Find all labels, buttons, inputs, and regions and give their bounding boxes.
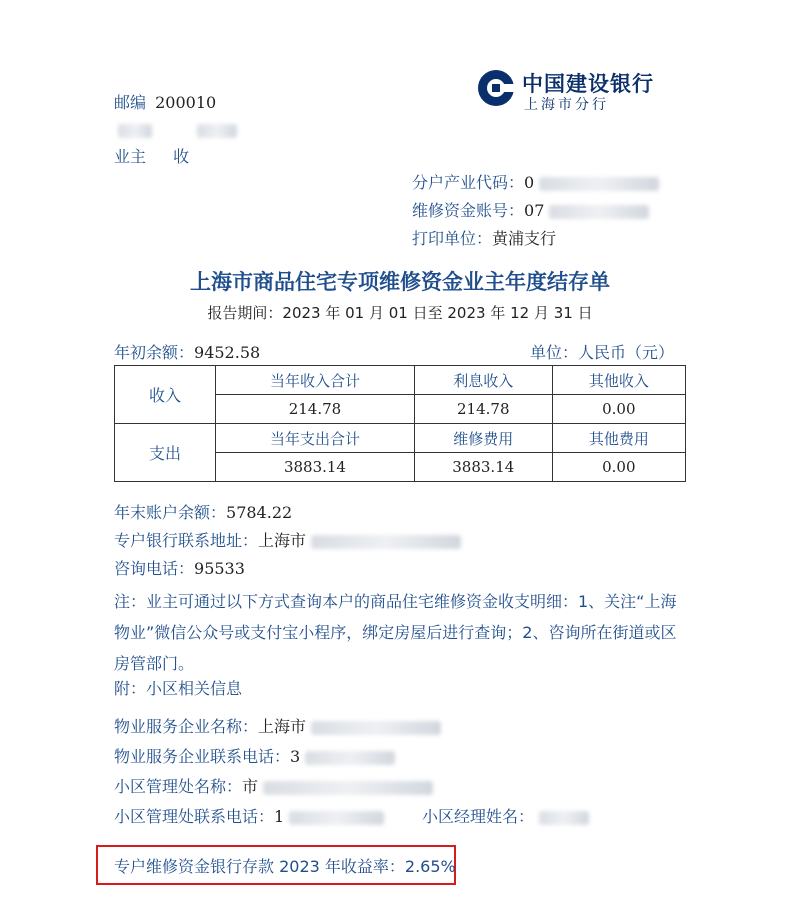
property-code-value: 0 [524, 173, 535, 192]
pm-phone-value: 3 [290, 747, 301, 766]
postcode [114, 90, 216, 113]
expense-label: 支出 [115, 424, 216, 482]
maintenance-account-value: 07 [524, 201, 545, 220]
pm-phone [114, 744, 395, 767]
print-unit [412, 226, 556, 249]
currency-unit: 单位：人民币（元） [530, 343, 675, 362]
expense-other-value: 0.00 [552, 453, 685, 482]
opening-balance-value: 9452.58 [194, 343, 261, 362]
office-name [114, 774, 433, 797]
income-interest-value: 214.78 [414, 395, 552, 424]
bank-address-value: 上海市 [258, 531, 307, 550]
income-header-other: 其他收入 [552, 366, 685, 395]
expense-total-value: 3883.14 [216, 453, 415, 482]
income-header-total: 当年收入合计 [216, 366, 415, 395]
maintenance-account-label: 维修资金账号： [412, 201, 525, 220]
ledger-table [114, 365, 686, 482]
recipient-suffix: 收 [173, 147, 190, 166]
report-period: 报告期间：2023 年 01 月 01 日至 2023 年 12 月 31 日 [207, 304, 593, 322]
ccb-logo-icon [476, 68, 516, 108]
print-unit-value: 黄浦支行 [492, 229, 557, 248]
pm-phone-label: 物业服务企业联系电话： [114, 747, 291, 766]
office-phone-value: 1 [274, 807, 285, 826]
closing-balance-value: 5784.22 [226, 503, 293, 522]
postcode-label: 邮编 [114, 93, 147, 112]
note-paragraph: 注：业主可通过以下方式查询本户的商品住宅维修资金收支明细：1、关注“上海物业”微信公众号或支付宝小程序，绑定房屋后进行查询；2、咨询所在街道或区房管部门。 [114, 592, 677, 673]
yield-rate: 专户维修资金银行存款 2023 年收益率：2.65% [114, 857, 456, 876]
pm-company-value: 上海市 [258, 717, 307, 736]
opening-balance [114, 340, 260, 363]
office-name-label: 小区管理处名称： [114, 777, 243, 796]
hotline-label: 咨询电话： [114, 559, 195, 578]
expense-header-total: 当年支出合计 [216, 424, 415, 453]
expense-maintenance-value: 3883.14 [414, 453, 552, 482]
bank-address-label: 专户银行联系地址： [114, 531, 259, 550]
print-unit-label: 打印单位： [412, 229, 493, 248]
bank-logo [476, 66, 686, 116]
expense-header-other: 其他费用 [552, 424, 685, 453]
office-name-value: 市 [242, 777, 259, 796]
property-code [412, 170, 659, 193]
income-label: 收入 [115, 366, 216, 424]
closing-balance-label: 年末账户余额： [114, 503, 227, 522]
manager-name-label: 小区经理姓名： [422, 807, 535, 826]
expense-header-row [115, 424, 686, 453]
maintenance-account [412, 198, 649, 221]
hotline-value: 95533 [194, 559, 245, 578]
manager-name [422, 804, 589, 827]
appendix-heading: 附：小区相关信息 [114, 679, 243, 698]
opening-balance-label: 年初余额： [114, 343, 195, 362]
document-title: 上海市商品住宅专项维修资金业主年度结存单 [190, 270, 610, 294]
hotline [114, 556, 245, 579]
pm-company [114, 714, 441, 737]
income-header-row [115, 366, 686, 395]
office-phone-label: 小区管理处联系电话： [114, 807, 275, 826]
expense-header-maintenance: 维修费用 [414, 424, 552, 453]
postcode-value: 200010 [155, 93, 217, 112]
income-total-value: 214.78 [216, 395, 415, 424]
recipient-line [114, 144, 189, 167]
bank-branch: 上海市分行 [524, 97, 609, 113]
closing-balance [114, 500, 292, 523]
pm-company-label: 物业服务企业名称： [114, 717, 259, 736]
income-other-value: 0.00 [552, 395, 685, 424]
office-phone [114, 804, 384, 827]
bank-name: 中国建设银行 [522, 72, 654, 96]
income-header-interest: 利息收入 [414, 366, 552, 395]
property-code-label: 分户产业代码： [412, 173, 525, 192]
bank-address [114, 528, 461, 551]
recipient-label: 业主 [114, 147, 147, 166]
redacted-address [118, 120, 237, 139]
